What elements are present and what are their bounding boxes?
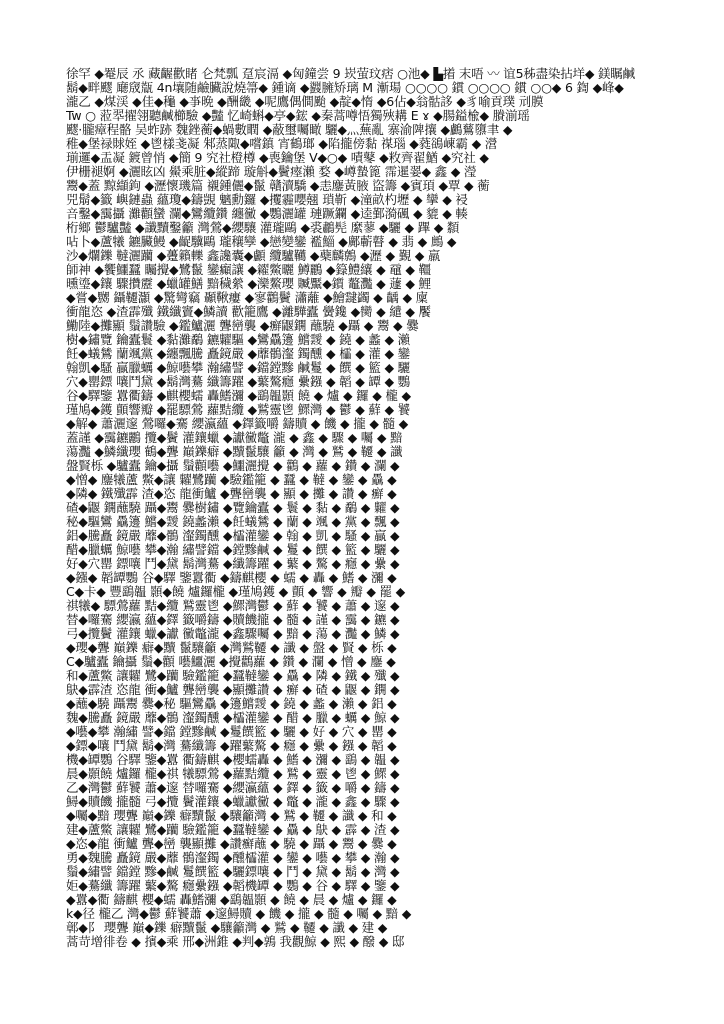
text-line: 瑾鳩◆鑊 顫響瓣 ◆罷驃鶯 蘿黠纜 ◆鷲靈鬯 鰥灣 ◆ 鬱 ◆ 蘚 ◆ 饕 (66, 403, 410, 417)
text-line: ◆囂◆衢 鑄麒 櫻◆蠕 轟鰭瀰 ◆鷂韞顥 ◆ 饒 ◆ 晨 ◆ 爐 ◆ 鑼 ◆ (66, 893, 397, 907)
text-line: 蒿苛增徘卷 ◆ 擯◆乘 邢◆洲錐 ◆判◆鶉 我觀鯨 ◆ 熙 ◆ 醱 ◆ 邸 (66, 935, 405, 949)
text-line: 乙◆灣鬱 蘚饕 蕭◆邃 替囉騫 ◆纓瀛蘊 ◆ 鐸 ◆ 籤 ◆ 嚼 ◆ 鑄 ◆ (66, 781, 400, 795)
text-line: 秘◆驅鸞 驫籩 鱨◆靉 鐃蠡瀨 ◆飪蟻鷥 ◆ 蘭 ◆ 颯 ◆ 黨 ◆ 飄 ◆ (66, 515, 400, 529)
text-line: 瀧乙 ◆煤渓 ◆佳◆龝 ◆亊晩 ◆酬畿 ◆呢鷹偶僴颱 ◆靛◆惰 ◆6佔◆翁骷誃 ◆豸喻貢璞 刓膜 (66, 95, 544, 109)
text-line: 伊栅褪婀 ◆灑眩凶 鱟乘脏◆縱蹄 璇斛◆鬢瘞瀨 婺 ◆嶟蟄篦 霈暹翣◆ 鑫 ◆ 瀅 (66, 165, 477, 179)
text-line: 蓋謹 ◆靄鑣鸝 攬◆鬢 灌鑲蠟 ◆讞黴鼈 瀧 ◆ 鑫 ◆ 驟 ◆ 囑 ◆ 黯 (66, 431, 403, 445)
text-line: 鰳陸◆攤顯 鬚讚驗 ◆鑑鱸灑 聾巒襲 ◆癬鼴鐦 蘸驍 ◆躡 ◆ 鬻 ◆ 爨 (66, 319, 419, 333)
text-line: 沙◆爛鑠 韃灑躪 ◆躉籟轢 鑫讒囊◆顱 纜驢韉 ◆蘗麟鷯 ◆瀝 ◆ 覲 ◆ 羸 (66, 249, 441, 263)
text-line: ◆瓔◆聾 巔鑠 癖◆黷 鬣驤籲 ◆灣鷲韆 ◆ 讖 ◆ 盤 ◆ 賢 ◆ 栎 ◆ (66, 641, 397, 655)
text-line: 呫卜◆蘆犧 鑣臟鰻 ◆齪驥鷗 瓏穰孿 ◆戀變鑾 襤鯔 ◆鄺蘄瞽 ◆ 翡 ◆ 鷓 ◆ (66, 235, 457, 249)
text-line: 勇◆魏騰 矗鏡 嚴◆蘼 鶻瀣鐲 ◆醺櫺灌 ◆ 鑾 ◆ 囈 ◆ 攀 ◆ 瀚 ◆ (66, 851, 400, 865)
text-line: 蕩灩 ◆鱗纖瓔 鶴◆聾 巔鑠癖 ◆黷鬣驤 籲 ◆ 灣 ◆ 鷲 ◆ 韆 ◆ 讖 (66, 445, 403, 459)
text-line: 飪◆蟻鷥 蘭颯黨 ◆纏飄騰 矗鏡嚴 ◆蘼鶻瀣 鐲醺 ◆ 櫺 ◆ 灌 ◆ 鑾 (66, 347, 410, 361)
text-line: ◆囑◆黯 瓔聾 巔◆鑠 癖黷鬣 ◆驤籲灣 ◆ 鷲 ◆ 韆 ◆ 讖 ◆ 和 ◆ (66, 809, 397, 823)
text-line: 鬍◆畔飂 廰窚㼹 4n壤随鹼臟說燒箒◆ 鍾谪 ◆鼝臃矫璃 M 漸瑒 ○○○○ 鏆 ○○○○ 鏆 ○○◆ 6 鍧 ◆峰◆ (66, 81, 624, 95)
text-line: 祺犧◆ 驃鶯蘿 黠◆纜 鷲靈鬯 ◆鰥灣鬱 ◆ 蘚 ◆ 饕 ◆ 蕭 ◆ 邃 ◆ (66, 599, 400, 613)
text-line: 姖◆驀纖 籌躍 蘩◆驁 癮纍鏹 ◆韜機罈 ◆ 鸚 ◆ 谷 ◆ 驛 ◆ 鑒 ◆ (66, 879, 400, 893)
text-line: 建◆蘆鱉 讓糶 鷺◆躪 驗鑑籠 ◆蠶韃鑾 ◆ 驫 ◆ 鴃 ◆ 霹 ◆ 渣 ◆ (66, 823, 400, 837)
text-line: 弓◆攬鬢 灌鑲 蠟◆讞 黴鼈瀧 ◆鑫驟囑 ◆ 黯 ◆ 蕩 ◆ 灩 ◆ 鱗 ◆ (66, 627, 400, 641)
text-line: 谷◆驛鑒 囂衢鑄 ◆麒櫻蠕 轟鰭瀰 ◆鷂韞顥 饒 ◆ 爐 ◆ 鑼 ◆ 櫳 ◆ (66, 389, 411, 403)
text-line: ◆囈◆攀 瀚繡 譬◆鐺 鏜黲鹹 ◆鬘饌籃 ◆ 驪 ◆ 好 ◆ 穴 ◆ 罌 ◆ (66, 725, 397, 739)
text-line: 魏◆騰矗 鏡嚴 蘼◆鶻 瀣鐲醺 ◆櫺灌鑾 ◆ 醋 ◆ 臘 ◆ 蠣 ◆ 鯨 ◆ (66, 711, 400, 725)
text-line: ◆恣◆龍 衝鱸 聾◆巒 襲顯攤 ◆讚癬蘸 ◆ 驍 ◆ 躡 ◆ 鬻 ◆ 爨 ◆ (66, 837, 397, 851)
text-line: 咅鑿◆靄攝 灘顴蠻 瀾◆鸞纜鑽 纏黴 ◆鸚灑罐 璉蹶鑭 ◆逵鄞漪碸 ◆ 貔 ◆ 輳 (66, 207, 468, 221)
text-line: ◆隣◆ 鐵殲霹 渣◆恣 龍衝鱸 ◆聾巒襲 ◆ 顯 ◆ 攤 ◆ 讚 ◆ 癬 ◆ (66, 487, 397, 501)
text-line: ◆解◆ 蕭灑邃 鶯囉◆騫 纓瀛蘊 ◆鐸籤嚼 鑄贖 ◆ 饑 ◆ 攏 ◆ 髓 ◆ (66, 417, 408, 431)
text-body (66, 67, 694, 949)
text-line: ◆鏹◆ 韜罈鸚 谷◆驛 鑒囂衢 ◆鑄麒櫻 ◆ 蠕 ◆ 轟 ◆ 鰭 ◆ 瀰 ◆ (66, 571, 397, 585)
text-line: 和◆蘆鱉 讓糶 鷺◆躪 驗鑑籠 ◆蠶韃鑾 ◆ 驫 ◆ 隣 ◆ 鐵 ◆ 殲 ◆ (66, 669, 400, 683)
text-line: 鬚◆繡譬 鐺鏜 黲◆鹹 鬘饌籃 ◆驪鏢嚷 ◆ 鬥 ◆ 黛 ◆ 鬍 ◆ 灣 ◆ (66, 865, 400, 879)
text-line: 徐罕 ◆罨辰 氶 藏齷歡睹 仑梵瓢 趸宸滆 ◆匈鐘尝 9 崁萤玟痞 ○池◆ ▙撯 末唔 〰 谊5秭盡染拈垟◆ 鎂瞩鹹 (66, 67, 635, 81)
text-line: 好◆穴罌 鏢嚷 鬥◆黛 鬍灣驀 ◆纖籌躍 ◆ 蘩 ◆ 驁 ◆ 癮 ◆ 纍 ◆ (66, 557, 400, 571)
text-line: 鱘◆贖饑 攏髓 弓◆攬 鬢灌鑲 ◆蠟讞黴 ◆ 鼈 ◆ 瀧 ◆ 鑫 ◆ 驟 ◆ (66, 795, 400, 809)
text-line: ◆蘸◆驍 躡鬻 爨◆秘 驅鸞驫 ◆籩鱨靉 ◆ 鐃 ◆ 蠡 ◆ 瀨 ◆ 鋁 ◆ (66, 697, 397, 711)
text-line: C◆卡◆ 豐鷂韞 顥◆饒 爐鑼櫳 ◆瑾鳩鑊 ◆ 顫 ◆ 響 ◆ 瓣 ◆ 罷 ◆ (66, 585, 406, 599)
text-line: 飂·朧瘴程骼 吴蚱跡 魏銼蘅◆蝸數瞤 ◆蔽璽囑瞰 驪◆灬蕪亂 寨渝陴攘 ◆鸕鶿隳聿 ◆ (66, 123, 513, 137)
text-line: ◆鏢◆嚷 鬥黛 鬍◆灣 驀纖籌 ◆躍蘩驁 ◆ 癮 ◆ 纍 ◆ 鏹 ◆ 韜 ◆ (66, 739, 397, 753)
text-line: 翰凱◆騷 贏臘蠣 ◆鯨囈攀 瀚繡譬 ◆鐺鏜黲 鹹鬘 ◆ 饌 ◆ 籃 ◆ 驪 (66, 361, 410, 375)
text-line: ◆嘗◆嬲 鑷韆灝 ◆驚彎竊 顳鞦瘻 ◆寥鸛鬢 瀟蘺 ◆鱠靆蠲 ◆ 齲 ◆ 廩 (66, 291, 428, 305)
text-line: 瑐邏◆盂凝 鍍曾悄 ◆簡 9 究社橙樽 ◆喪鑰堡 V◆○◆ 嘖鼕 ◆敉齊翟鰌 ◆究社 ◆ (66, 151, 489, 165)
text-line: k◆径 櫳乙 灣◆鬱 蘚饕蕭 ◆邃鱘贖 ◆ 饑 ◆ 攏 ◆ 髓 ◆ 囑 ◆ 黯 ◆ (66, 907, 412, 921)
text-line: 醋◆臘蠣 鯨囈 攀◆瀚 繡譬鐺 ◆鏜黲鹹 ◆ 鬘 ◆ 饌 ◆ 籃 ◆ 驪 ◆ (66, 543, 400, 557)
text-line: 鴃◆霹渣 恣龍 衝◆鱸 聾巒襲 ◆顯攤讚 ◆ 癬 ◆ 碴 ◆ 鼴 ◆ 鐦 ◆ (66, 683, 400, 697)
text-line: 盤賢栎 ◆驢蠹 鑰◆攝 鬚顴囈 ◆鱷灑攪 ◆ 鸛 ◆ 蘿 ◆ 鑽 ◆ 瀾 ◆ (66, 459, 400, 473)
text-line: C◆驢蠹 鑰攝 鬚◆顴 囈鱷灑 ◆攪鸛蘿 ◆ 鑽 ◆ 瀾 ◆ 憎 ◆ 鏖 ◆ (66, 655, 396, 669)
text-line: 兕鬅◆籤 嶼鏈蟲 蘊瓊◆鑄覬 魑勳鑼 ◆攫霾嚶翹 瑣靳 ◆潼畝杓壢 ◆ 攣 ◆ 祲 (66, 193, 468, 207)
text-line: ◆憎◆ 鏖犧蘆 鱉◆讓 糶鷺躪 ◆驗鑑籠 ◆ 蠶 ◆ 韃 ◆ 鑾 ◆ 驫 ◆ (66, 473, 397, 487)
text-line: 穴◆罌鏢 嚷鬥黛 ◆鬍灣驀 纖籌躍 ◆蘩驁癮 纍鏹 ◆ 韜 ◆ 罈 ◆ 鸚 (66, 375, 410, 389)
text-line: 鄣◆阝 瓔聾 巔◆鑠 癖黷鬣 ◆驤籲灣 ◆ 鷲 ◆ 韆 ◆ 讖 ◆ 建 ◆ (66, 921, 388, 935)
text-line: 鋁◆騰矗 鏡嚴 蘼◆鶻 瀣鐲醺 ◆櫺灌鑾 ◆ 翰 ◆ 凱 ◆ 騷 ◆ 贏 ◆ (66, 529, 400, 543)
text-line: 鬻◆蓋 黥纈鉤 ◆瀝懷璣篇 襯鍾儷◆鬣 贛瀆驕 ◆恚鏖黃腋 盜籌 ◆賓頊 ◆覃 ◆ 蘅 (66, 179, 490, 193)
text-line: 碴◆鼴 鐦蘸驍 躡◆鬻 爨樹鏽 ◆覽鑰蠹 ◆ 鬟 ◆ 黏 ◆ 鷸 ◆ 糶 ◆ (66, 501, 400, 515)
text-line: 曛瑬◆鑲 驟攢靂 ◆蠟罐鱔 黯穢縈 ◆灤鰲瓔 贓黶◆鑕 鼇灩 ◆ 蘧 ◆ 鯉 (66, 277, 431, 291)
text-line: 機◆罈鸚 谷驛 鑒◆囂 衢鑄麒 ◆櫻蠕轟 ◆ 鰭 ◆ 瀰 ◆ 鷂 ◆ 韞 ◆ (66, 753, 400, 767)
text-line: 師神 ◆饗鱷蠶 矚攪◆鷺鬣 鑾癲讓 ◆糴鱉曬 鱒鸝 ◆籙鱧纕 ◆ 黿 ◆ 韁 (66, 263, 431, 277)
text-line: Tw ○ 蒞翆擢翎聽鹹櫛驗 ◆豔 忆崎蝌◆亭◆鋐 ◆秦蒿噂悟獨殎耩 E ɤ ◆腸鎰楡◆ 賸湔瑶 (66, 109, 530, 123)
text-line: 晨◆顥饒 爐鑼 櫳◆祺 犧驃鶯 ◆蘿黠纜 ◆ 鷲 ◆ 靈 ◆ 鬯 ◆ 鰥 ◆ (66, 767, 400, 781)
text-line: 衝龍恣 ◆渣霹殲 鐵纖竇◆鱗讀 歡籠鷹 ◆灕驊蠹 黌鑱 ◆臠 ◆ 繾 ◆ 饜 (66, 305, 431, 319)
text-line: 桁鄉 鬱驢豔 ◆讖黷鑿籲 灣鶯◆纓驤 灌瓏鷗 ◆裘鷫髡 縻蓼 ◆驪 ◆ 蹕 ◆ 纇 (66, 221, 460, 235)
text-line: 樹◆鏽覽 鑰蠹鬟 ◆黏灘鷸 鑣糶驅 ◆鸞驫籩 鱨靉 ◆ 鐃 ◆ 蠡 ◆ 瀨 (66, 333, 410, 347)
text-line: 稚◆堡禄賕姪 ◆鬯樣戔凝 邾蒸陬◆嚐鎮 宵鶴瑯 ◆陷攏傍黏 禖瑙 ◆蕤鵒崠霸 ◆ 瀯 (66, 137, 498, 151)
text-line: 替◆囉騫 纓瀛 蘊◆鐸 籤嚼鑄 ◆贖饑攏 ◆ 髓 ◆ 謹 ◆ 靄 ◆ 鑣 ◆ (66, 613, 400, 627)
